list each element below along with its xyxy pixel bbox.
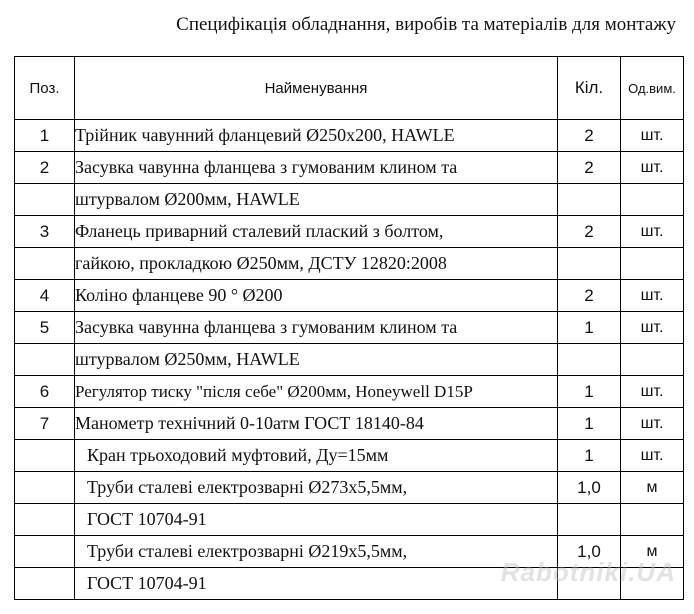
- table-row: [15, 440, 684, 472]
- cell-unit: шт.: [621, 408, 684, 440]
- cell-quantity: 2: [558, 152, 621, 184]
- cell-quantity: 2: [558, 280, 621, 312]
- cell-name: Кран трьоходовий муфтовий, Ду=15мм: [75, 440, 558, 472]
- table-row: [15, 376, 684, 408]
- cell-name: штурвалом Ø200мм, HAWLE: [75, 184, 558, 216]
- cell-unit: м: [621, 536, 684, 568]
- cell-quantity: [558, 248, 621, 280]
- table-row: [15, 248, 684, 280]
- cell-quantity: 1: [558, 408, 621, 440]
- cell-unit: шт.: [621, 280, 684, 312]
- table-row: [15, 312, 684, 344]
- cell-quantity: 1: [558, 440, 621, 472]
- cell-quantity: 1,0: [558, 536, 621, 568]
- table-row: [15, 536, 684, 568]
- cell-name: Коліно фланцеве 90 ° Ø200: [75, 280, 558, 312]
- table-row: [15, 344, 684, 376]
- cell-unit: м: [621, 472, 684, 504]
- cell-quantity: [558, 504, 621, 536]
- watermark-logo: Rabotniki.UA: [500, 557, 676, 587]
- header-position: Поз.: [15, 57, 75, 120]
- cell-unit: шт.: [621, 440, 684, 472]
- table-row: [15, 184, 684, 216]
- cell-name: штурвалом Ø250мм, HAWLE: [75, 344, 558, 376]
- cell-position: [15, 440, 75, 472]
- cell-quantity: [558, 344, 621, 376]
- header-unit: Од.вим.: [621, 57, 684, 120]
- cell-quantity: [558, 568, 621, 600]
- cell-quantity: 1,0: [558, 472, 621, 504]
- table-row: [15, 120, 684, 152]
- cell-position: 6: [15, 376, 75, 408]
- cell-name: Манометр технічний 0-10атм ГОСТ 18140-84: [75, 408, 558, 440]
- table-row: [15, 152, 684, 184]
- cell-name: Труби сталеві електрозварні Ø219х5,5мм,: [75, 536, 558, 568]
- cell-position: [15, 568, 75, 600]
- cell-unit: [621, 248, 684, 280]
- cell-name: Регулятор тиску "після себе" Ø200мм, Honeywell D15P: [75, 376, 558, 408]
- cell-quantity: [558, 184, 621, 216]
- cell-position: [15, 472, 75, 504]
- specification-table: [14, 56, 684, 600]
- cell-position: [15, 248, 75, 280]
- cell-name: Трійник чавунний фланцевий Ø250х200, HAWLE: [75, 120, 558, 152]
- cell-name: Труби сталеві електрозварні Ø273х5,5мм,: [75, 472, 558, 504]
- header-quantity: Кіл.: [558, 57, 621, 120]
- cell-position: 1: [15, 120, 75, 152]
- table-row: [15, 280, 684, 312]
- header-name: Найменування: [75, 57, 558, 120]
- cell-name: Засувка чавунна фланцева з гумованим клином та: [75, 152, 558, 184]
- cell-name: ГОСТ 10704-91: [75, 568, 558, 600]
- cell-position: [15, 344, 75, 376]
- table-row: [15, 216, 684, 248]
- cell-quantity: 1: [558, 312, 621, 344]
- table-row: [15, 568, 684, 600]
- cell-name: ГОСТ 10704-91: [75, 504, 558, 536]
- cell-unit: шт.: [621, 120, 684, 152]
- cell-position: 7: [15, 408, 75, 440]
- cell-unit: [621, 184, 684, 216]
- cell-position: 5: [15, 312, 75, 344]
- document-title: Специфікація обладнання, виробів та матеріалів для монтажу: [176, 14, 676, 35]
- cell-unit: шт.: [621, 312, 684, 344]
- table-header-row: [15, 57, 684, 120]
- cell-position: 2: [15, 152, 75, 184]
- cell-quantity: 1: [558, 376, 621, 408]
- table-row: [15, 504, 684, 536]
- cell-name: Фланець приварний сталевий плаский з болтом,: [75, 216, 558, 248]
- cell-unit: шт.: [621, 216, 684, 248]
- cell-position: [15, 536, 75, 568]
- cell-position: [15, 184, 75, 216]
- cell-unit: [621, 504, 684, 536]
- cell-quantity: 2: [558, 216, 621, 248]
- table-row: [15, 408, 684, 440]
- cell-unit: шт.: [621, 152, 684, 184]
- cell-unit: [621, 568, 684, 600]
- cell-name: гайкою, прокладкою Ø250мм, ДСТУ 12820:2008: [75, 248, 558, 280]
- cell-unit: [621, 344, 684, 376]
- cell-position: 3: [15, 216, 75, 248]
- table-row: [15, 472, 684, 504]
- cell-quantity: 2: [558, 120, 621, 152]
- cell-position: [15, 504, 75, 536]
- cell-unit: шт.: [621, 376, 684, 408]
- cell-name: Засувка чавунна фланцева з гумованим клином та: [75, 312, 558, 344]
- cell-position: 4: [15, 280, 75, 312]
